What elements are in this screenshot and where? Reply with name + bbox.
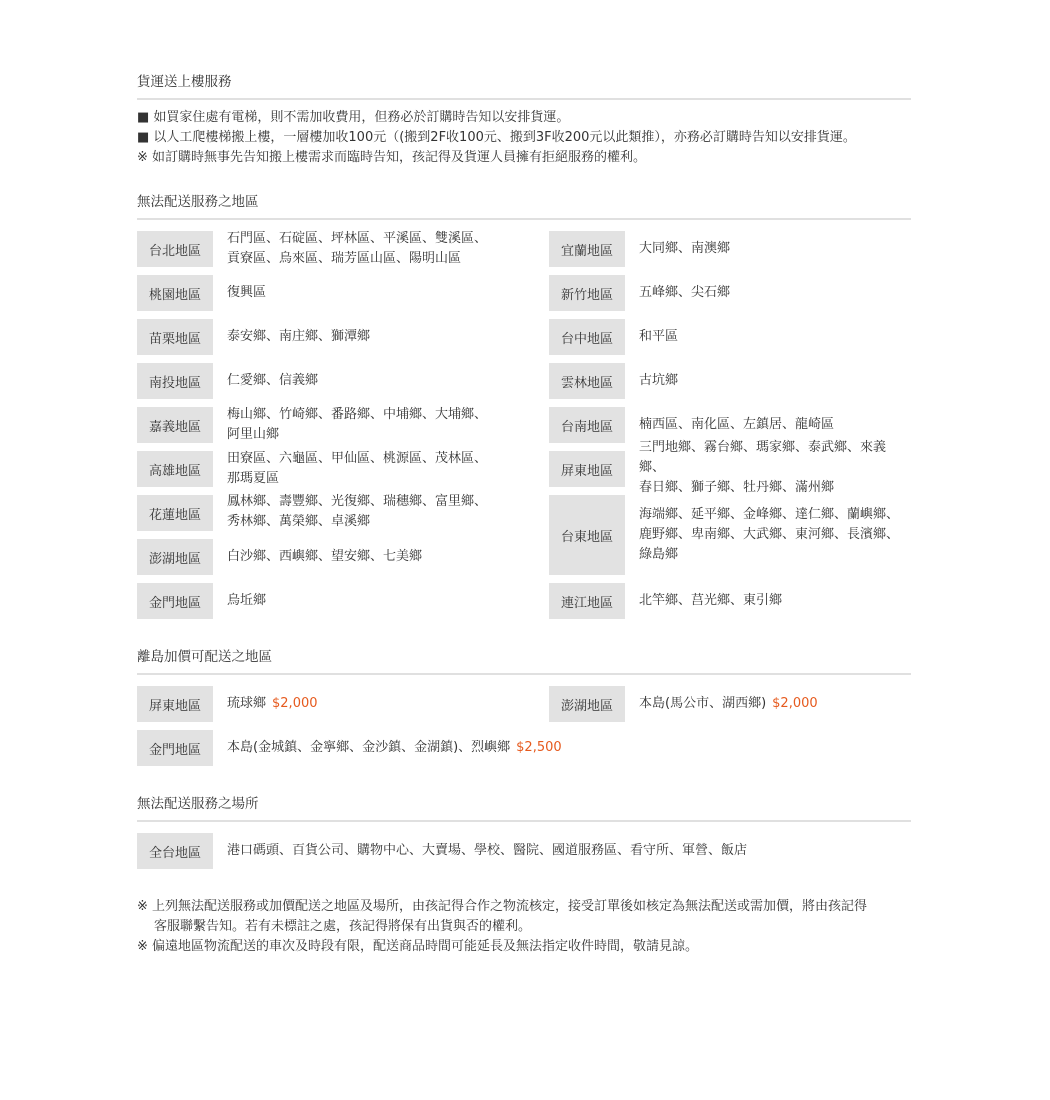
island-area: 本島(金城鎮、金寧鄉、金沙鎮、金湖鎮)、烈嶼鄉 bbox=[227, 740, 511, 755]
area-label: 屏東地區 bbox=[549, 451, 625, 487]
area-label: 台南地區 bbox=[549, 407, 625, 443]
section-title-upstairs: 貨運送上樓服務 bbox=[137, 73, 911, 100]
places-value: 港口碼頭、百貨公司、購物中心、大賣場、學校、醫院、國道服務區、看守所、軍營、飯店 bbox=[227, 843, 748, 858]
footnotes bbox=[137, 897, 911, 957]
area-value: 鳳林鄉、壽豐鄉、光復鄉、瑞穗鄉、富里鄉、 秀林鄉、萬榮鄉、卓溪鄉 bbox=[227, 494, 488, 529]
area-value: 北竿鄉、莒光鄉、東引鄉 bbox=[639, 593, 783, 608]
upstairs-line: ※ 如訂購時無事先告知搬上樓需求而臨時告知，孩記得及貨運人員擁有拒絕服務的權利。 bbox=[137, 150, 647, 165]
island-price: $2,000 bbox=[772, 696, 818, 711]
island-price: $2,500 bbox=[516, 740, 562, 755]
area-label: 高雄地區 bbox=[137, 451, 213, 487]
area-value: 大同鄉、南澳鄉 bbox=[639, 241, 731, 256]
area-value: 三門地鄉、霧台鄉、瑪家鄉、泰武鄉、來義鄉、 春日鄉、獅子鄉、牡丹鄉、滿州鄉 bbox=[639, 440, 887, 495]
area-label: 台東地區 bbox=[549, 495, 625, 575]
island-label: 屏東地區 bbox=[137, 686, 213, 722]
area-value: 楠西區、南化區、左鎮居、龍崎區 bbox=[639, 417, 835, 432]
area-label: 台北地區 bbox=[137, 231, 213, 267]
upstairs-lines bbox=[137, 108, 911, 168]
island-area: 本島(馬公市、湖西鄉) bbox=[639, 696, 767, 711]
area-value: 田寮區、六龜區、甲仙區、桃源區、茂林區、 那瑪夏區 bbox=[227, 451, 488, 486]
area-value: 石門區、石碇區、坪林區、平溪區、雙溪區、 貢寮區、烏來區、瑞芳區山區、陽明山區 bbox=[227, 231, 488, 266]
area-value: 五峰鄉、尖石鄉 bbox=[639, 285, 731, 300]
area-value: 白沙鄉、西嶼鄉、望安鄉、七美鄉 bbox=[227, 549, 423, 564]
area-label: 嘉義地區 bbox=[137, 407, 213, 443]
area-value: 和平區 bbox=[639, 329, 679, 344]
area-label: 連江地區 bbox=[549, 583, 625, 619]
area-label: 桃園地區 bbox=[137, 275, 213, 311]
area-label: 花蓮地區 bbox=[137, 495, 213, 531]
island-price: $2,000 bbox=[272, 696, 318, 711]
area-label: 雲林地區 bbox=[549, 363, 625, 399]
area-value: 海端鄉、延平鄉、金峰鄉、達仁鄉、蘭嶼鄉、 鹿野鄉、卑南鄉、大武鄉、東河鄉、長濱鄉、 綠島鄉 bbox=[639, 507, 900, 562]
section-title-islands: 離島加價可配送之地區 bbox=[137, 648, 911, 675]
area-label: 台中地區 bbox=[549, 319, 625, 355]
footnote-continued: 客服聯繫告知。若有未標註之處，孩記得將保有出貨與否的權利。 bbox=[154, 919, 532, 934]
area-label: 宜蘭地區 bbox=[549, 231, 625, 267]
island-label: 金門地區 bbox=[137, 730, 213, 766]
places-label: 全台地區 bbox=[137, 833, 213, 869]
footnote: ※ 偏遠地區物流配送的車次及時段有限，配送商品時間可能延長及無法指定收件時間，敬請見諒。 bbox=[137, 939, 699, 954]
area-value: 復興區 bbox=[227, 285, 267, 300]
area-value: 梅山鄉、竹崎鄉、番路鄉、中埔鄉、大埔鄉、 阿里山鄉 bbox=[227, 407, 488, 442]
island-area: 琉球鄉 bbox=[227, 696, 267, 711]
area-value: 古坑鄉 bbox=[639, 373, 679, 388]
section-title-no-delivery-places: 無法配送服務之場所 bbox=[137, 795, 911, 822]
footnote: ※ 上列無法配送服務或加價配送之地區及場所，由孩記得合作之物流核定，接受訂單後如核定為無法配送或需加價，將由孩記得 bbox=[137, 899, 868, 914]
area-label: 南投地區 bbox=[137, 363, 213, 399]
area-label: 澎湖地區 bbox=[137, 539, 213, 575]
area-label: 新竹地區 bbox=[549, 275, 625, 311]
island-label: 澎湖地區 bbox=[549, 686, 625, 722]
area-label: 苗栗地區 bbox=[137, 319, 213, 355]
island-value bbox=[639, 686, 818, 722]
island-value bbox=[227, 730, 562, 766]
area-value: 泰安鄉、南庄鄉、獅潭鄉 bbox=[227, 329, 371, 344]
section-title-no-delivery-areas: 無法配送服務之地區 bbox=[137, 193, 911, 220]
island-value bbox=[227, 686, 318, 722]
area-value: 烏坵鄉 bbox=[227, 593, 267, 608]
upstairs-line: ■ 如買家住處有電梯，則不需加收費用，但務必於訂購時告知以安排貨運。 bbox=[137, 110, 570, 125]
area-label: 金門地區 bbox=[137, 583, 213, 619]
upstairs-line: ■ 以人工爬樓梯搬上樓，一層樓加收100元（(搬到2F收100元、搬到3F收200元以此類推），亦務必訂購時告知以安排貨運。 bbox=[137, 130, 856, 145]
area-value: 仁愛鄉、信義鄉 bbox=[227, 373, 319, 388]
